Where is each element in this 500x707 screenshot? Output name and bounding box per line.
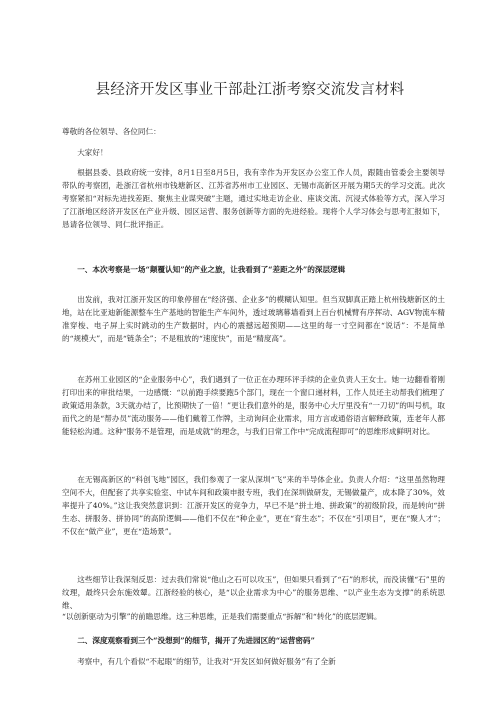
paragraph-6: 考察中，有几个看似“不起眼”的细节，让我对“开发区如何做好服务”有了全新: [77, 657, 336, 666]
paragraph-5: “以创新驱动为引擎”的前瞻思维。这三种思维，正是我们需要重点“拆解”和“转化”的底层逻辑。: [62, 612, 382, 621]
section-heading-2: 二、深度观察看到三个“没想到”的细节，揭开了先进园区的“运营密码”: [77, 636, 315, 645]
paragraph-3: 在无锡高新区的“科创飞地”园区，我们参观了一家从深圳“飞”来的半导体企业。负责人介绍：“这里虽然物理空间不大，但配套了共享实验室、中试车间和政策申报专班，我们在深圳做研发，无锡做量产，成本降了30%，效率提升了40%。”这让我突然意识到：江浙开发区的竞争力，早已不是“拼土地、拼政策”的初级阶段，而是转向“拼生态、拼服务、拼协同”的高阶逻辑——他们不仅在“种企业”，更在“育生态”；不仅在“引项目”，更在“聚人才”；不仅在“做产业”，更在“造场景”。: [62, 475, 445, 536]
document-title: 县经济开发区事业干部赴江浙考察交流发言材料: [95, 82, 405, 98]
section-heading-1: 一、本次考察是一场“颠覆认知”的产业之旅，让我看到了“差距之外”的深层逻辑: [77, 265, 346, 274]
salutation: 尊敬的各位领导、各位同仁：: [62, 127, 161, 136]
intro-paragraph: 根据县委、县政府统一安排，8月1日至8月5日，我有幸作为开发区办公室工作人员，跟随由管委会主要领导带队的考察团，赴浙江省杭州市钱塘新区、江苏省苏州市工业园区、无锡市高新区开展为期5天的学习交流。此次考察紧扣“对标先进找差距、聚焦主业谋突破”主题，通过实地走访企业、座谈交流、沉浸式体验等方式，深入学习了江浙地区经济开发区在产业升级、园区运营、服务创新等方面的先进经验。现将个人学习体会与思考汇报如下，恳请各位领导、同仁批评指正。: [62, 168, 445, 229]
paragraph-2: 在苏州工业园区的“企业服务中心”，我们遇到了一位正在办理环评手续的企业负责人王女士。她一边翻看着刚打印出来的审批结果，一边感慨：“以前跑手续要跑5个部门，现在一个窗口递材料，工作人员还主动帮我们梳理了政策适用条款，3天就办结了，比预期快了一倍！”更让我们意外的是，服务中心大厅里没有“一刀切”的叫号机，取而代之的是“帮办员”流动服务——他们戴着工作牌，主动询问企业需求，用方言或通俗语言解释政策，连老年人都能轻松沟通。这种“服务不是管理，而是成就”的理念，与我们日常工作中“完成流程即可”的思维形成鲜明对比。: [62, 375, 445, 436]
paragraph-4: 这些细节让我深刻反思：过去我们常说“他山之石可以攻玉”，但如果只看到了“石”的形状，而没读懂“石”里的纹理，最终只会东施效颦。江浙经验的核心，是“以企业需求为中心”的服务思维、“以产业生态为支撑”的系统思维、: [62, 575, 445, 610]
greeting: 大家好！: [77, 148, 108, 157]
paragraph-1: 出发前，我对江浙开发区的印象停留在“经济强、企业多”的模糊认知里。但当双脚真正踏上杭州钱塘新区的土地，站在比亚迪新能源整车生产基地的智能生产车间外，透过玻璃幕墙看到上百台机械臂有序挥动、AGV物流车精准穿梭、电子屏上实时跳动的生产数据时，内心的震撼远超预期——这里的每一寸空间都在“说话”：不是简单的“规模大”，而是“链条全”；不是粗放的“速度快”，而是“精度高”。: [62, 295, 445, 343]
